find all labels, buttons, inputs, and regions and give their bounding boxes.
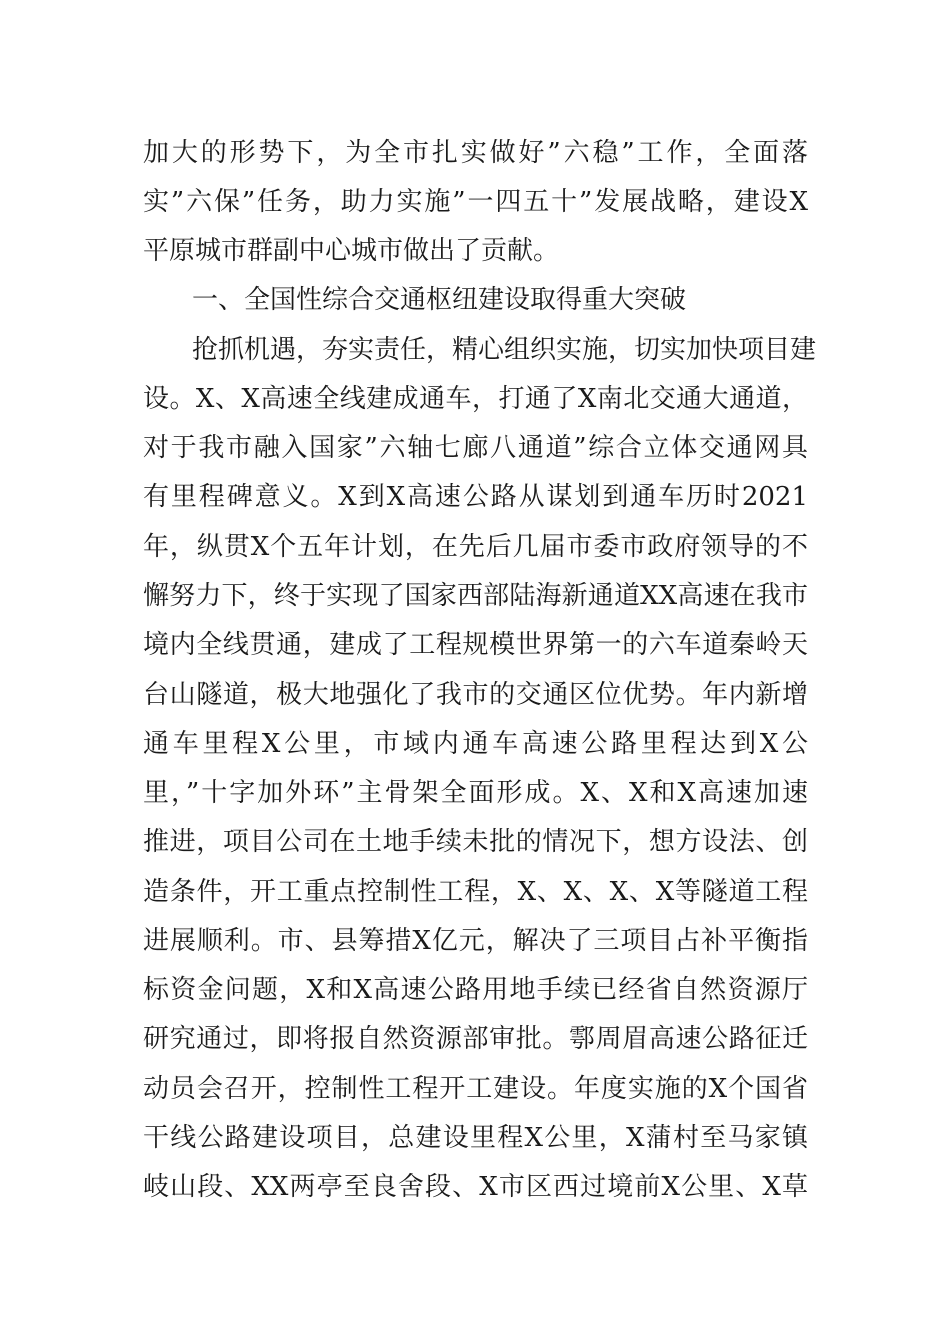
body-line-4: 有里程碑意义。X到X高速公路从谋划到通车历时2021 — [143, 482, 808, 512]
body-line-15: 研究通过，即将报自然资源部审批。鄠周眉高速公路征迁 — [143, 1024, 808, 1054]
body-line-16: 动员会召开，控制性工程开工建设。年度实施的X个国省 — [143, 1074, 808, 1104]
intro-line-1: 加大的形势下，为全市扎实做好”六稳”工作，全面落 — [143, 138, 808, 168]
body-line-14: 标资金问题，X和X高速公路用地手续已经省自然资源厅 — [143, 975, 808, 1005]
body-line-10: 里，”十字加外环”主骨架全面形成。X、X和X高速加速 — [143, 778, 808, 808]
body-line-11: 推进，项目公司在土地手续未批的情况下，想方设法、创 — [143, 827, 808, 857]
body-line-17: 干线公路建设项目，总建设里程X公里，X蒲村至马家镇 — [143, 1123, 808, 1153]
body-line-7: 境内全线贯通，建成了工程规模世界第一的六车道秦岭天 — [143, 630, 808, 660]
body-line-18: 岐山段、XX两亭至良舍段、X市区西过境前X公里、X草 — [143, 1172, 808, 1202]
body-line-13: 进展顺利。市、县筹措X亿元，解决了三项目占补平衡指 — [143, 926, 808, 956]
body-line-1: 抢抓机遇，夯实责任，精心组织实施，切实加快项目建 — [192, 335, 817, 365]
intro-line-2: 实”六保”任务，助力实施”一四五十”发展战略，建设X — [143, 187, 808, 217]
body-line-12: 造条件，开工重点控制性工程，X、X、X、X等隧道工程 — [143, 877, 808, 907]
body-line-2: 设。X、X高速全线建成通车，打通了X南北交通大通道， — [143, 384, 808, 414]
section-heading: 一、全国性综合交通枢纽建设取得重大突破 — [192, 285, 687, 315]
body-line-6: 懈努力下，终于实现了国家西部陆海新通道XX高速在我市 — [143, 581, 808, 611]
body-line-9: 通车里程X公里，市域内通车高速公路里程达到X公 — [143, 729, 808, 759]
intro-line-3: 平原城市群副中心城市做出了贡献。 — [143, 236, 560, 266]
body-line-8: 台山隧道，极大地强化了我市的交通区位优势。年内新增 — [143, 680, 808, 710]
body-line-5: 年，纵贯X个五年计划，在先后几届市委市政府领导的不 — [143, 532, 808, 562]
body-line-3: 对于我市融入国家”六轴七廊八通道”综合立体交通网具 — [143, 433, 808, 463]
